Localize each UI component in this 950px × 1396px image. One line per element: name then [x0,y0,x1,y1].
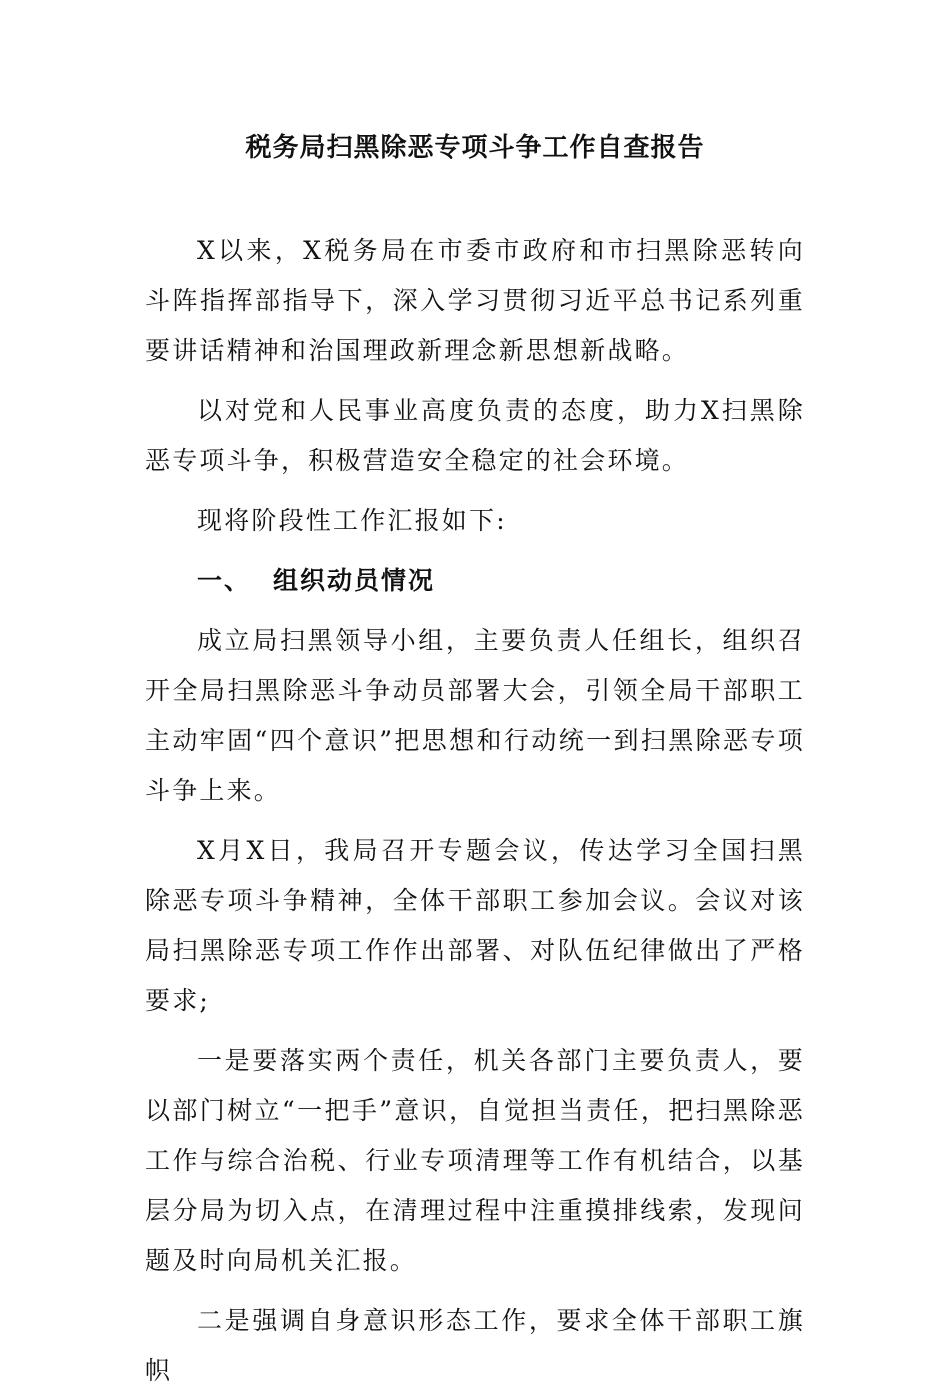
document-body [145,226,805,1396]
paragraph-report-lead: 现将阶段性工作汇报如下: [197,506,507,535]
paragraph-leadership-group: 成立局扫黑领导小组，主要负责人任组长，组织召开全局扫黑除恶斗争动员部署大会，引领全局干部职工主动牢固“四个意识”把思想和行动统一到扫黑除恶专项斗争上来。 [145,626,805,805]
paragraph-attitude: 以对党和人民事业高度负责的态度，助力X扫黑除恶专项斗争，积极营造安全稳定的社会环境。 [145,396,805,475]
paragraph-intro: X以来，X税务局在市委市政府和市扫黑除恶转向斗阵指挥部指导下，深入学习贯彻习近平总书记系列重要讲话精神和治国理政新理念新思想新战略。 [145,236,805,365]
document-title: 税务局扫黑除恶专项斗争工作自查报告 [245,133,705,163]
paragraph-ideology: 二是强调自身意识形态工作，要求全体干部职工旗帜 [145,1306,805,1385]
paragraph-responsibility: 一是要落实两个责任，机关各部门主要负责人，要以部门树立“一把手”意识，自觉担当责任，把扫黑除恶工作与综合治税、行业专项清理等工作有机结合，以基层分局为切入点，在清理过程中注重摸排线索，发现问题及时向局机关汇报。 [145,1046,805,1275]
section-number: 一、 [197,566,252,595]
paragraph-special-meeting: X月X日，我局召开专题会议，传达学习全国扫黑除恶专项斗争精神，全体干部职工参加会议。会议对该局扫黑除恶专项工作作出部署、对队伍纪律做出了严格要求; [145,836,805,1015]
section-heading-1 [145,556,805,606]
section-heading-text: 组织动员情况 [273,566,436,595]
